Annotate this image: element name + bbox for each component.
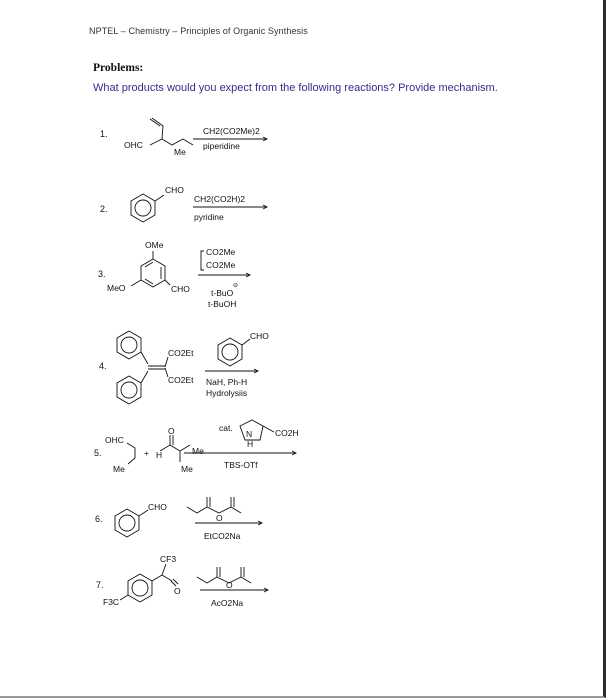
p3-reagent-top-2: CO2Me: [206, 260, 236, 270]
p1-me-label: Me: [174, 147, 186, 157]
p7-aromatic-ring: [132, 580, 148, 596]
p4-cho-bond: [242, 339, 250, 345]
p6-reagent-bottom: EtCO2Na: [204, 531, 241, 541]
p3-reagent-bottom-2: t-BuOH: [208, 299, 237, 309]
p6-number: 6.: [95, 514, 103, 524]
p4-aromatic-ring-right: [222, 344, 238, 360]
p4-cho-label: CHO: [250, 331, 269, 341]
p3-reagent-bottom-1: t-BuO: [211, 288, 234, 298]
p7-anhydride: [197, 567, 251, 583]
p5-me-label-2: Me: [192, 446, 204, 456]
p7-anhydride-o: O: [226, 580, 233, 590]
p5-proline-bond: [263, 426, 274, 432]
p3-minus-sign: ⊖: [233, 283, 239, 289]
p4-reagent-bottom-2: Hydrolysiis: [206, 388, 248, 398]
p6-anhydride-o: O: [216, 513, 223, 523]
p3-meo-label: MeO: [107, 283, 126, 293]
p2-aromatic-ring: [135, 200, 151, 216]
page-header: NPTEL – Chemistry – Principles of Organic Synthesis: [89, 26, 308, 36]
p5-ketone: [160, 435, 190, 451]
p5-me-label: Me: [113, 464, 125, 474]
p4-bond-top: [141, 352, 148, 364]
p4-number: 4.: [99, 361, 107, 371]
p5-ohc-label: OHC: [105, 435, 124, 445]
p1-reagent-bottom: piperidine: [203, 141, 240, 151]
p3-ome-label: OMe: [145, 240, 164, 250]
p2-number: 2.: [100, 204, 108, 214]
p4-ester-top: CO2Et: [168, 348, 194, 358]
p4-bond-bottom: [141, 371, 148, 383]
p1-ohc-label: OHC: [124, 140, 143, 150]
problem-question: What products would you expect from the following reactions? Provide mechanism.: [93, 82, 498, 94]
p4-reagent-bottom-1: NaH, Ph-H: [206, 377, 248, 387]
p5-n-label: N: [246, 429, 253, 439]
p4-ester-bottom: CO2Et: [168, 375, 194, 385]
p5-cat-label: cat.: [219, 423, 233, 433]
p2-bond: [155, 195, 164, 201]
p5-number: 5.: [94, 448, 102, 458]
p7-reagent-bottom: AcO2Na: [211, 598, 244, 608]
p3-cho-bond: [165, 280, 170, 285]
p1-reagent-top: CH2(CO2Me)2: [203, 126, 260, 136]
p7-cf3-label: CF3: [160, 554, 177, 564]
p5-h-label: H: [156, 450, 163, 460]
p7-cf3-bond: [120, 595, 128, 600]
p5-nh-label: H: [247, 439, 254, 449]
p4-ester-bond-top: [165, 357, 168, 367]
p5-o-label: O: [168, 426, 175, 436]
p7-f3c-label: F3C: [103, 597, 120, 607]
p3-reagent-top-1: CO2Me: [206, 247, 236, 257]
p1-number: 1.: [100, 129, 108, 139]
p3-number: 3.: [98, 269, 106, 279]
p7-number: 7.: [96, 580, 104, 590]
p6-cho-bond: [139, 510, 148, 516]
p1-chain: [150, 139, 193, 145]
p5-reagent-bottom: TBS-OTf: [224, 460, 258, 470]
p6-cho-label: CHO: [148, 502, 167, 512]
p5-co2h-label: CO2H: [275, 428, 299, 438]
p7-trifluoromethyl-ketone: [152, 564, 178, 586]
problems-heading: Problems:: [93, 62, 144, 74]
p2-reagent-bottom: pyridine: [194, 212, 224, 222]
p5-me-label-3: Me: [181, 464, 193, 474]
p7-o-label: O: [174, 586, 181, 596]
p3-meo-bond: [131, 280, 141, 286]
p5-aldehyde-chain: [127, 443, 135, 464]
p3-reagent-bracket: [201, 251, 204, 270]
p2-reagent-top: CH2(CO2H)2: [194, 194, 246, 204]
p6-aromatic-ring: [119, 515, 135, 531]
p2-cho-label: CHO: [165, 185, 184, 195]
p6-anhydride: [187, 497, 241, 513]
p1-vinyl: [150, 118, 163, 139]
p4-aromatic-ring-top: [121, 337, 137, 353]
p5-plus: +: [144, 448, 149, 458]
p4-aromatic-ring-bottom: [121, 382, 137, 398]
p3-cho-label: CHO: [171, 284, 190, 294]
